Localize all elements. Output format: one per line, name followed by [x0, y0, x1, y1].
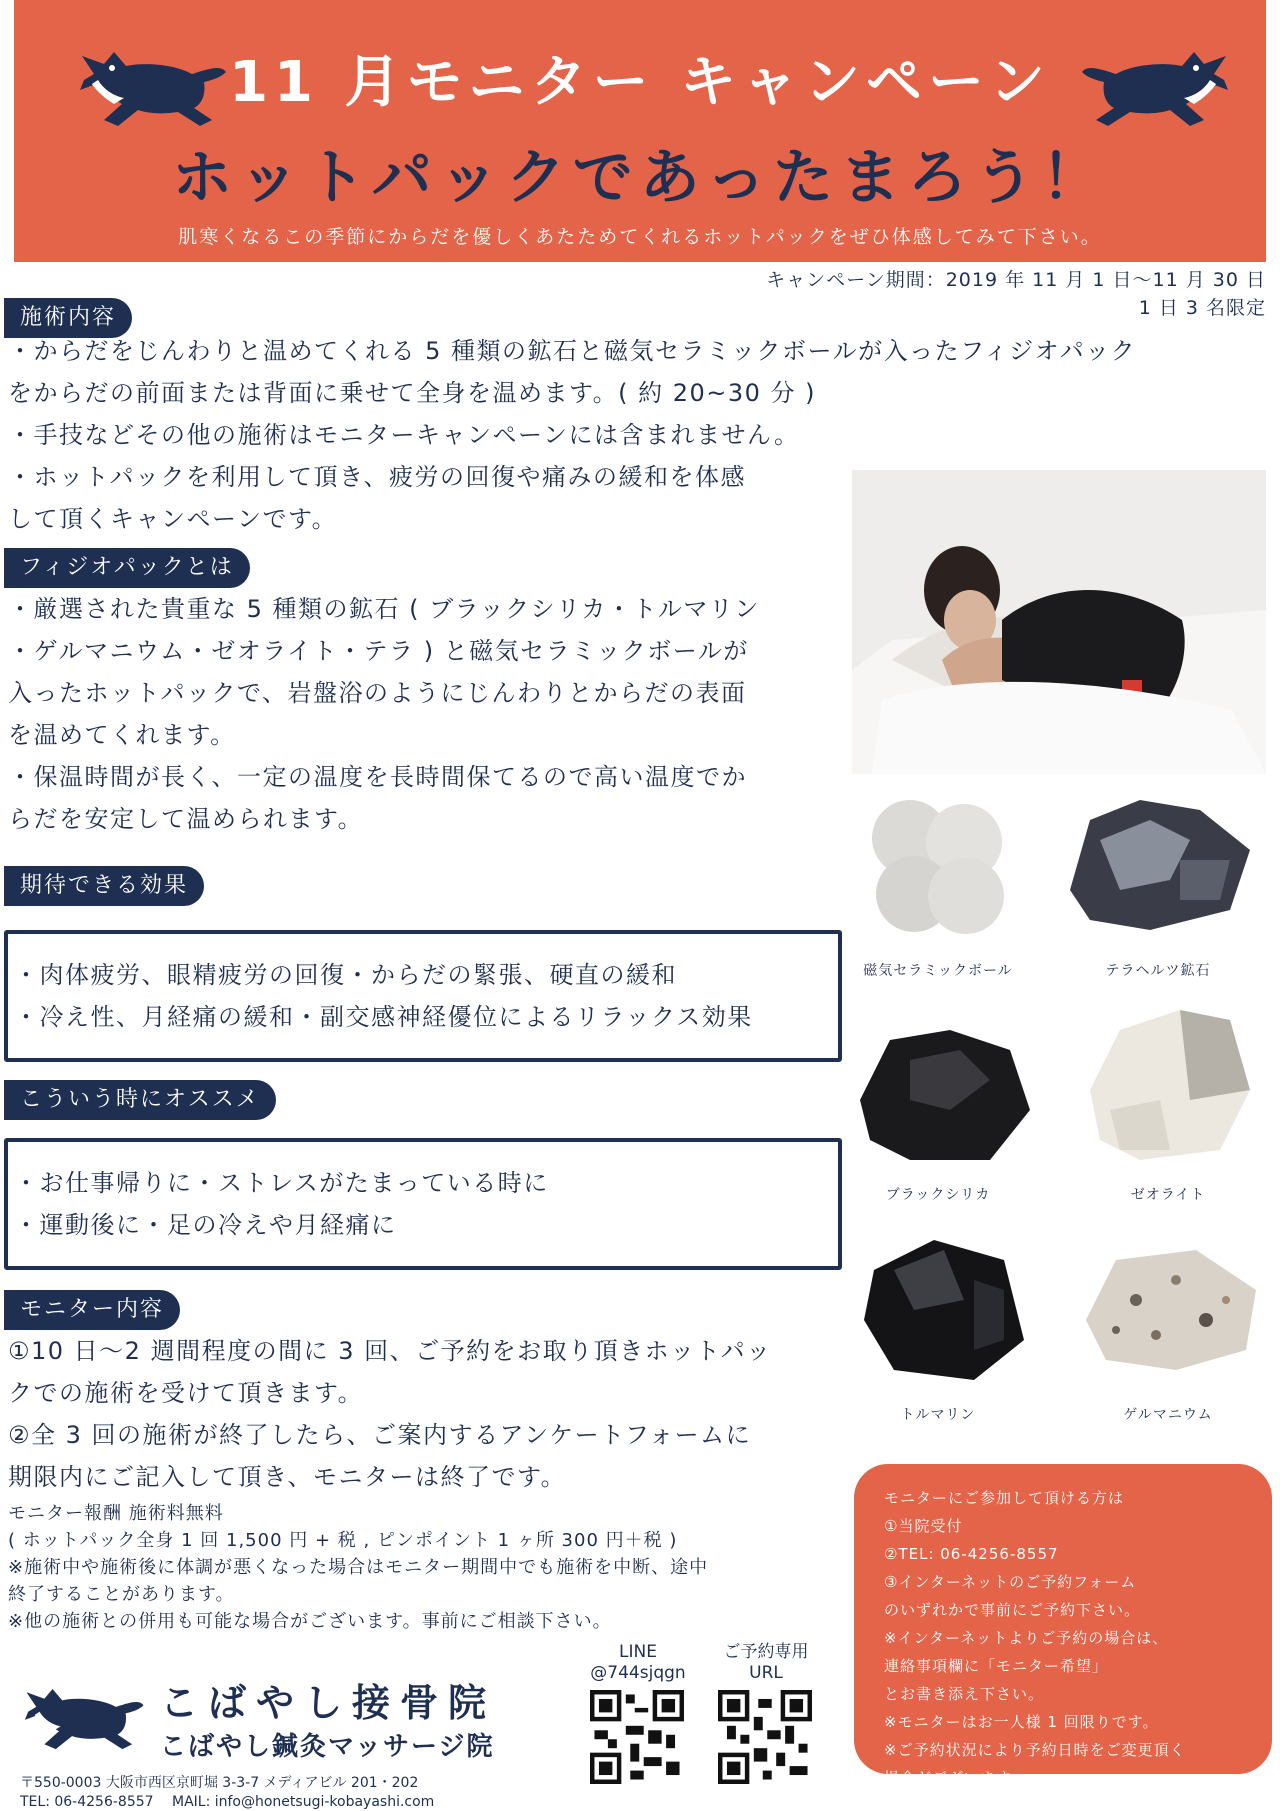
mineral-label: トルマリン [900, 1407, 976, 1423]
germanium-image [1076, 1240, 1266, 1380]
monitor-note: ※施術中や施術後に体調が悪くなった場合はモニター期間中でも施術を中断、途中 [8, 1557, 709, 1578]
booking-phone[interactable]: ②TEL: 06-4256-8557 [884, 1545, 1059, 1563]
mineral-label: テラヘルツ鉱石 [1105, 963, 1211, 979]
clinic-contact[interactable]: TEL: 06-4256-8557 MAIL: info@honetsugi-kobayashi.com [20, 1794, 435, 1810]
booking-line: ③インターネットのご予約フォーム [884, 1573, 1137, 1591]
booking-line: ①当院受付 [884, 1517, 963, 1535]
booking-info-box [854, 1464, 1272, 1787]
section-heading-effects: 期待できる効果 [4, 866, 204, 906]
effect-item: ・肉体疲労、眼精疲労の回復・からだの緊張、硬直の緩和 [14, 961, 677, 989]
campaign-header [14, 0, 1266, 262]
campaign-period [766, 266, 1266, 322]
campaign-headline: ホットパックであったまろう！ [171, 143, 1109, 213]
section-heading-physiopack: フィジオパックとは [4, 548, 250, 588]
monitor-text [8, 1330, 848, 1498]
mineral-label: ブラックシリカ [885, 1187, 991, 1203]
clinic-name: こばやし接骨院 [160, 1681, 497, 1725]
effect-item: ・冷え性、月経痛の緩和・副交感神経優位によるリラックス効果 [14, 1003, 753, 1031]
monitor-line: 期限内にご記入して頂き、モニターは終了です。 [8, 1463, 567, 1491]
treatment-line: ・からだをじんわりと温めてくれる 5 種類の鉱石と磁気セラミックボールが入ったフィジオパック [8, 337, 1137, 365]
monitor-note: 終了することがあります。 [8, 1584, 235, 1605]
physiopack-line: ・保温時間が長く、一定の温度を長時間保てるので高い温度でか [8, 763, 748, 791]
ceramic-ball-image [862, 790, 1012, 940]
clinic-logo-dog-icon [20, 1670, 150, 1760]
line-qr-code[interactable] [590, 1690, 684, 1784]
physiopack-line: を温めてくれます。 [8, 721, 236, 749]
booking-url-qr-label [706, 1642, 826, 1684]
monitor-notes [8, 1500, 848, 1635]
physiopack-line: 入ったホットパックで、岩盤浴のようにじんわりとからだの表面 [8, 679, 747, 707]
physiopack-text [8, 588, 848, 840]
booking-line: のいずれかで事前にご予約下さい。 [884, 1601, 1141, 1619]
monitor-line: ②全 3 回の施術が終了したら、ご案内するアンケートフォームに [8, 1421, 752, 1449]
physiopack-line: らだを安定して温められます。 [8, 805, 364, 833]
treatment-line: をからだの前面または背面に乗せて全身を温めます。( 約 20~30 分 ) [8, 379, 817, 407]
monitor-note: ( ホットパック全身 1 回 1,500 円 + 税 , ピンポイント 1 ヶ所 300 円＋税 ) [8, 1530, 678, 1551]
line-label: LINE [619, 1642, 657, 1662]
mineral-label: ゼオライト [1130, 1187, 1206, 1203]
treatment-line: ・ホットパックを利用して頂き、疲労の回復や痛みの緩和を体感 [8, 463, 747, 491]
monitor-note: モニター報酬 施術料無料 [8, 1503, 224, 1524]
campaign-subtitle: 肌寒くなるこの季節にからだを優しくあたためてくれるホットパックをぜひ体感してみて下さい。 [178, 226, 1102, 248]
black-silica-image [850, 1020, 1040, 1170]
clinic-address: 〒550-0003 大阪市西区京町堀 3-3-7 メディアビル 201・202 [20, 1775, 419, 1791]
booking-line: とお書き添え下さい。 [884, 1685, 1045, 1703]
recommend-item: ・お仕事帰りに・ストレスがたまっている時に [14, 1169, 549, 1197]
booking-url-qr-code[interactable] [718, 1690, 812, 1784]
booking-line: ※インターネットよりご予約の場合は、 [884, 1629, 1169, 1647]
treatment-line: して頂くキャンペーンです。 [8, 505, 338, 533]
booking-url-label: ご予約専用 [723, 1642, 809, 1662]
monitor-line: クでの施術を受けて頂きます。 [8, 1379, 364, 1407]
section-heading-treatment: 施術内容 [4, 298, 132, 338]
effects-box [4, 930, 842, 1062]
campaign-period-dates: キャンペーン期間：2019 年 11 月 1 日～11 月 30 日 [766, 269, 1266, 291]
monitor-line: ①10 日～2 週間程度の間に 3 回、ご予約をお取り頂きホットパッ [8, 1337, 772, 1365]
booking-line: ※ご予約状況により予約日時をご変更頂く [884, 1741, 1186, 1759]
booking-line: モニターにご参加して頂ける方は [884, 1489, 1125, 1507]
terahertz-stone-image [1060, 780, 1260, 940]
clinic-name-sub: こばやし鍼灸マッサージ院 [160, 1732, 495, 1762]
campaign-title: 11 月モニター キャンペーン [229, 50, 1051, 115]
campaign-daily-limit: 1 日 3 名限定 [1138, 297, 1266, 319]
physiopack-line: ・ゲルマニウム・ゼオライト・テラ ) と磁気セラミックボールが [8, 637, 749, 665]
booking-line: 連絡事項欄に「モニター希望」 [884, 1657, 1109, 1675]
recommend-item: ・運動後に・足の冷えや月経痛に [14, 1211, 397, 1239]
booking-url-label-sub: URL [749, 1663, 783, 1683]
mineral-label: ゲルマニウム [1123, 1407, 1213, 1423]
recommend-box [4, 1138, 842, 1270]
booking-line: ※モニターはお一人様 1 回限りです。 [884, 1713, 1159, 1731]
monitor-note: ※他の施術との併用も可能な場合がございます。事前にご相談下さい。 [8, 1611, 612, 1632]
line-qr-label [578, 1642, 698, 1684]
line-id: @744sjqgn [590, 1663, 686, 1683]
hotpack-photo [852, 470, 1266, 774]
zeolite-image [1080, 1000, 1260, 1170]
treatment-line: ・手技などその他の施術はモニターキャンペーンには含まれません。 [8, 421, 800, 449]
physiopack-line: ・厳選された貴重な 5 種類の鉱石 ( ブラックシリカ・トルマリン [8, 595, 760, 623]
section-heading-monitor: モニター内容 [4, 1290, 180, 1330]
tourmaline-image [854, 1230, 1034, 1390]
section-heading-recommend: こういう時にオススメ [4, 1080, 276, 1120]
mineral-label: 磁気セラミックボール [863, 963, 1013, 979]
booking-line: 場合がございます。 [884, 1769, 1027, 1787]
